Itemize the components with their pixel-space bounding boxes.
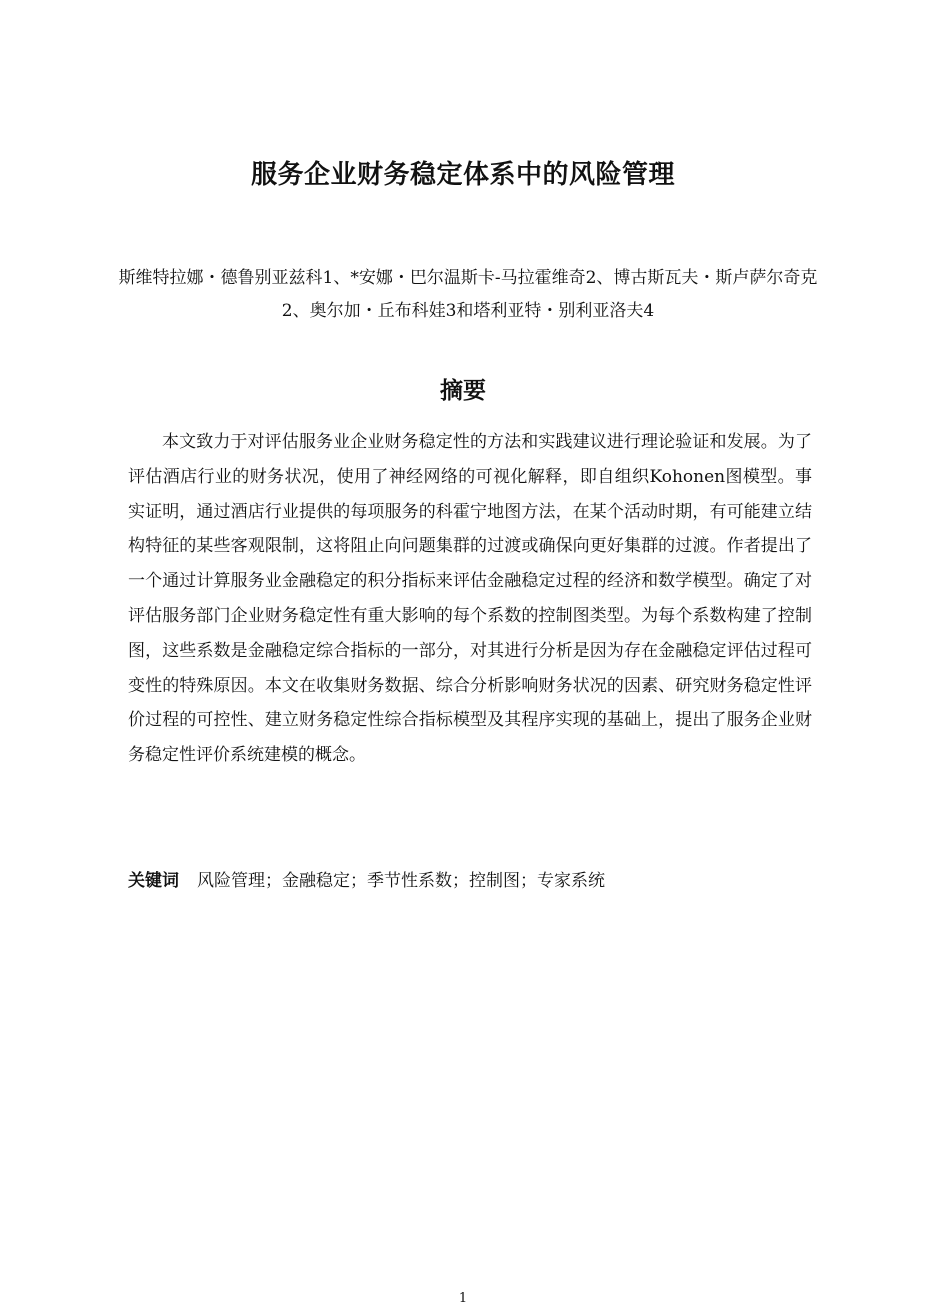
author-list: 斯维特拉娜・德鲁别亚兹科1、*安娜・巴尔温斯卡-马拉霍维奇2、博古斯瓦夫・斯卢萨尔奇克2、奥尔加・丘布科娃3和塔利亚特・别利亚洛夫4	[118, 268, 818, 321]
abstract-body: 本文致力于对评估服务业企业财务稳定性的方法和实践建议进行理论验证和发展。为了评估酒店行业的财务状况，使用了神经网络的可视化解释，即自组织Kohonen图模型。事实证明，通过酒店行业提供的每项服务的科霍宁地图方法，在某个活动时期，有可能建立结构特征的某些客观限制，这将阻止向问题集群的过渡或确保向更好集群的过渡。作者提出了一个通过计算服务业金融稳定的积分指标来评估金融稳定过程的经济和数学模型。确定了对评估服务部门企业财务稳定性有重大影响的每个系数的控制图类型。为每个系数构建了控制图，这些系数是金融稳定综合指标的一部分，对其进行分析是因为存在金融稳定评估过程可变性的特殊原因。本文在收集财务数据、综合分析影响财务状况的因素、研究财务稳定性评价过程的可控性、建立财务稳定性综合指标模型及其程序实现的基础上，提出了服务企业财务稳定性评价系统建模的概念。	[128, 432, 812, 766]
keywords-list: 风险管理；金融稳定；季节性系数；控制图；专家系统	[197, 871, 605, 891]
keywords-line	[128, 866, 605, 896]
page-number: 1	[458, 1291, 468, 1306]
keywords-label: 关键词	[128, 871, 179, 891]
abstract-heading: 摘要	[440, 378, 486, 404]
paper-title: 服务企业财务稳定体系中的风险管理	[250, 160, 675, 190]
